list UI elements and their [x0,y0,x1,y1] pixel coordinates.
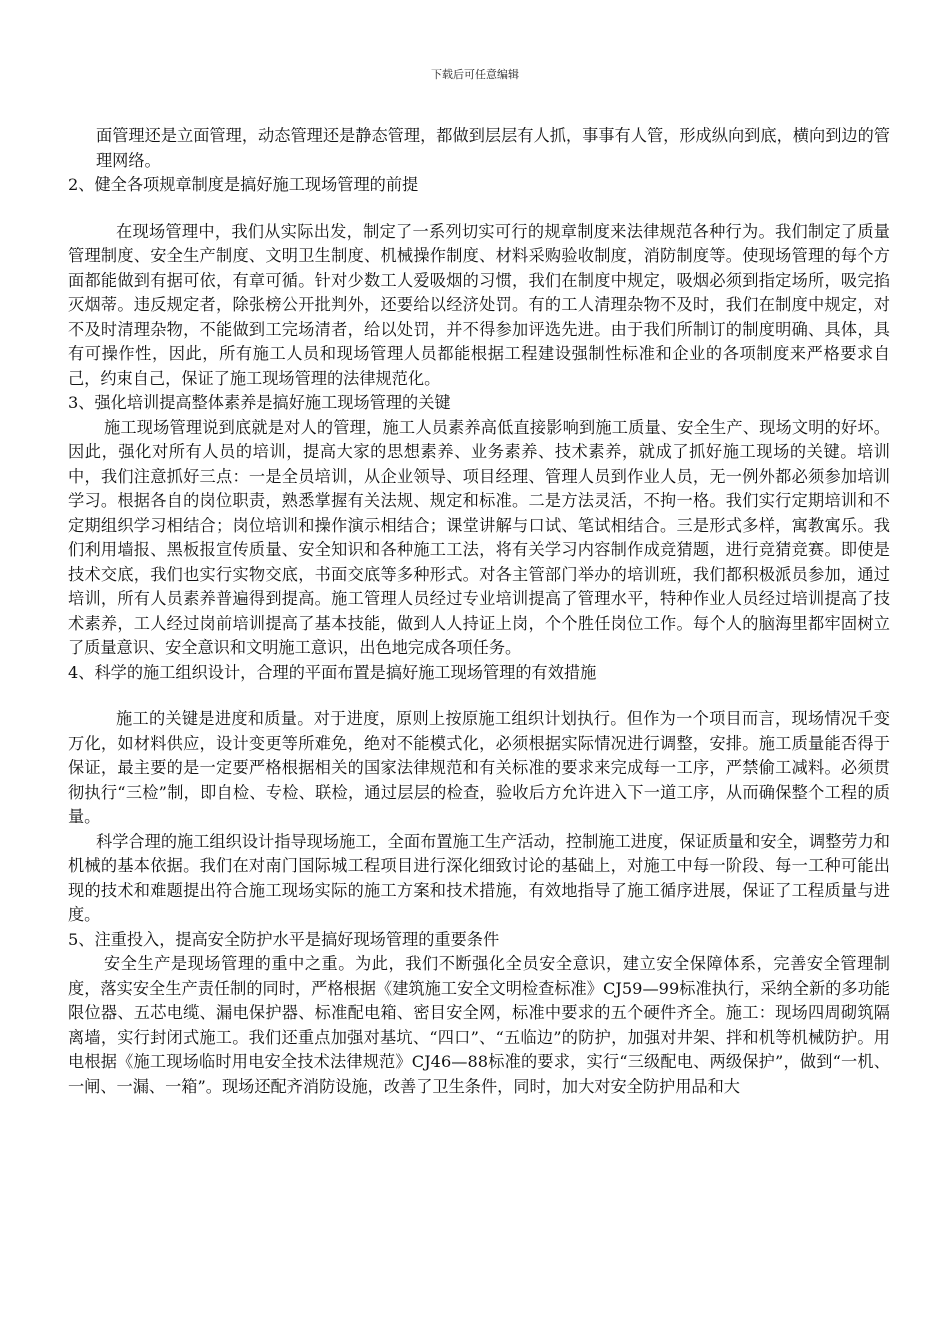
paragraph-rules: 在现场管理中，我们从实际出发，制定了一系列切实可行的规章制度来法律规范各种行为。我们制定了质量管理制度、安全生产制度、文明卫生制度、机械操作制度、材料采购验收制度，消防制度等。使现场管理的每个方面都能做到有据可依，有章可循。针对少数工人爱吸烟的习惯，我们在制度中规定，吸烟必须到指定场所，吸完掐灭烟蒂。违反规定者，除张榜公开批判外，还要给以经济处罚。有的工人清理杂物不及时，我们在制度中规定，对不及时清理杂物，不能做到工完场清者，给以处罚，并不得参加评选先进。由于我们所制订的制度明确、具体，具有可操作性，因此，所有施工人员和现场管理人员都能根据工程建设强制性标准和企业的各项制度来严格要求自己，约束自己，保证了施工现场管理的法律规范化。 [68,221,890,388]
paragraph-construction-design: 科学合理的施工组织设计指导现场施工，全面布置施工生产活动，控制施工进度，保证质量和安全，调整劳力和机械的基本依据。我们在对南门国际城工程项目进行深化细致讨论的基础上，对施工中每一阶段、每一工种可能出现的技术和难题提出符合施工现场实际的施工方案和技术措施，有效地指导了施工循序进展，保证了工程质量与进度。 [68,831,890,924]
spacer [68,198,890,220]
paragraph-continued: 面管理还是立面管理，动态管理还是静态管理，都做到层层有人抓，事事有人管，形成纵向到底，横向到边的管理网络。 [96,126,890,170]
paragraph-training: 施工现场管理说到底就是对人的管理，施工人员素养高低直接影响到施工质量、安全生产、现场文明的好坏。因此，强化对所有人员的培训，提高大家的思想素养、业务素养、技术素养，就成了抓好施工现场的关键。培训中，我们注意抓好三点：一是全员培训，从企业领导、项目经理、管理人员到作业人员，无一例外都必须参加培训学习。根据各自的岗位职责，熟悉掌握有关法规、规定和标准。二是方法灵活，不拘一格。我们实行定期培训和不定期组织学习相结合；岗位培训和操作演示相结合；课堂讲解与口试、笔试相结合。三是形式多样，寓教寓乐。我们利用墙报、黑板报宣传质量、安全知识和各种施工工法，将有关学习内容制作成竞猜题，进行竞猜竞赛。即使是技术交底，我们也实行实物交底，书面交底等多种形式。对各主管部门举办的培训班，我们都积极派员参加，通过培训，所有人员素养普遍得到提高。施工管理人员经过专业培训提高了管理水平，特种作业人员经过培训提高了技术素养，工人经过岗前培训提高了基本技能，做到人人持证上岗，个个胜任岗位工作。每个人的脑海里都牢固树立了质量意识、安全意识和文明施工意识，出色地完成各项任务。 [68,417,890,657]
spacer [68,685,890,707]
section-heading-5: 5、注重投入，提高安全防护水平是搞好现场管理的重要条件 [68,929,500,949]
section-heading-2: 2、健全各项规章制度是搞好施工现场管理的前提 [68,175,419,194]
page-header: 下载后可任意编辑 [431,68,519,81]
paragraph-safety: 安全生产是现场管理的重中之重。为此，我们不断强化全员安全意识，建立安全保障体系，完善安全管理制度，落实安全生产责任制的同时，严格根据《建筑施工安全文明检查标准》CJ59—99标准执行，采纳全新的多功能限位器、五芯电缆、漏电保护器、标准配电箱、密目安全网，标准中要求的五个硬件齐全。施工：现场四周砌筑隔离墙，实行封闭式施工。我们还重点加强对基坑、“四口”、“五临边”的防护，加强对井架、拌和机等机械防护。用电根据《施工现场临时用电安全技术法律规范》CJ46—88标准的要求，实行“三级配电、两级保护”，做到“一机、一闸、一漏、一箱”。现场还配齐消防设施，改善了卫生条件，同时，加大对安全防护用品和大 [68,954,890,1096]
section-heading-4: 4、科学的施工组织设计，合理的平面布置是搞好施工现场管理的有效措施 [68,662,597,682]
section-heading-3: 3、强化培训提高整体素养是搞好施工现场管理的关键 [68,393,451,412]
document-body [68,124,890,1099]
paragraph-progress-quality: 施工的关键是进度和质量。对于进度，原则上按原施工组织计划执行。但作为一个项目而言，现场情况千变万化，如材料供应，设计变更等所难免，绝对不能模式化，必须根据实际情况进行调整，安排。施工质量能否得于保证，最主要的是一定要严格根据相关的国家法律规范和有关标准的要求来完成每一工序，严禁偷工减料。必须贯彻执行“三检”制，即自检、专检、联检，通过层层的检查，验收后方允许进入下一道工序，从而确保整个工程的质量。 [68,709,890,826]
